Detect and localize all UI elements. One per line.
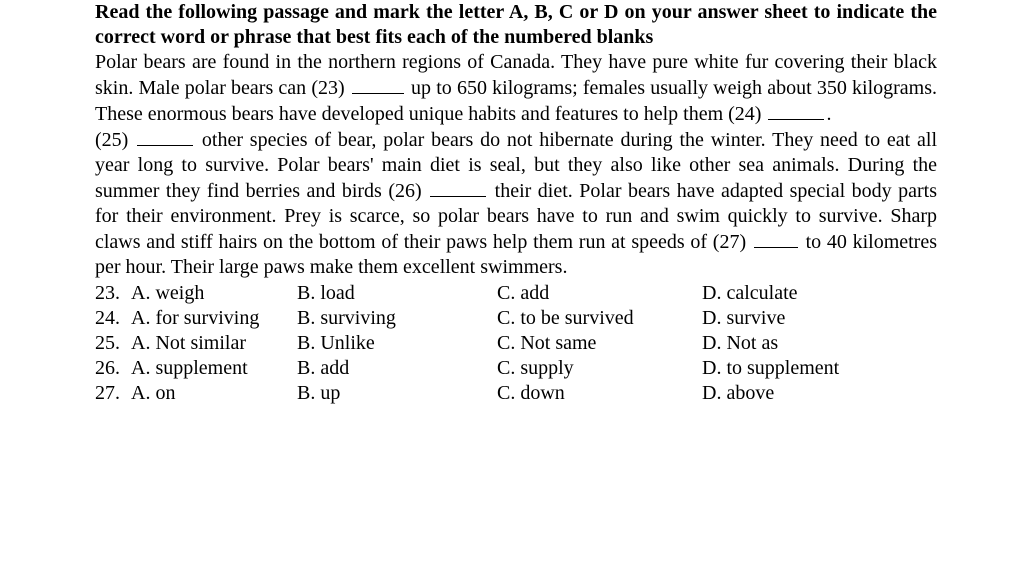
- option-d[interactable]: D. above: [702, 382, 775, 404]
- option-b[interactable]: B. up: [297, 382, 341, 404]
- option-a[interactable]: A. on: [131, 382, 176, 404]
- option-c[interactable]: C. to be survived: [497, 307, 634, 329]
- question-number: 23.: [95, 282, 120, 304]
- blank-24[interactable]: [768, 101, 824, 120]
- option-b[interactable]: B. add: [297, 357, 350, 379]
- option-c[interactable]: C. down: [497, 382, 565, 404]
- option-c[interactable]: C. Not same: [497, 332, 597, 354]
- option-a[interactable]: A. for surviving: [131, 307, 260, 329]
- passage-text: to 40 kilometres per hour. Their large paws make them excellent swimmers.: [95, 231, 938, 278]
- option-a[interactable]: A. supplement: [131, 357, 248, 379]
- question-number: 27.: [95, 382, 120, 404]
- question-row-26: [95, 356, 937, 381]
- option-d[interactable]: D. survive: [702, 307, 786, 329]
- blank-number-23: (23): [311, 77, 345, 99]
- option-b[interactable]: B. surviving: [297, 307, 396, 329]
- passage-text: other species of bear, polar bears do not hibernate during the winter. They need to eat all year long to survive. Polar bears' main diet is seal, but they also like other sea animals. During the summer they find berries and birds: [95, 129, 937, 202]
- passage-paragraph-1: [95, 50, 937, 127]
- answer-options: [95, 281, 937, 406]
- option-a[interactable]: A. weigh: [131, 282, 205, 304]
- passage-text: Polar bears are found in the northern regions of Canada. They have pure white fur covering their black skin. Male polar bears can: [95, 51, 937, 99]
- blank-number-25: (25): [95, 129, 129, 151]
- question-number: 26.: [95, 357, 120, 379]
- blank-25[interactable]: [137, 127, 193, 146]
- option-d[interactable]: D. Not as: [702, 332, 779, 354]
- question-row-25: [95, 331, 937, 356]
- option-b[interactable]: B. load: [297, 282, 355, 304]
- option-a[interactable]: A. Not similar: [131, 332, 246, 354]
- option-c[interactable]: C. supply: [497, 357, 574, 379]
- passage-paragraph-2: [95, 127, 937, 280]
- blank-26[interactable]: [430, 178, 486, 197]
- question-row-24: [95, 306, 937, 331]
- passage-text: their diet. Polar bears have adapted special body parts for their environment. Prey is scarce, so polar bears have to run and swim quickly to survive. Sharp claws and stiff hairs on the bottom of their paws help them run at speeds of: [95, 180, 938, 253]
- option-c[interactable]: C. add: [497, 282, 550, 304]
- blank-number-24: (24): [728, 103, 762, 125]
- blank-27[interactable]: [754, 229, 798, 248]
- question-number: 25.: [95, 332, 120, 354]
- exercise-page: [95, 0, 937, 406]
- question-row-23: [95, 281, 937, 306]
- passage-text: up to 650 kilograms; females usually weigh about 350 kilograms. These enormous bears have developed unique habits and features to help them: [95, 77, 937, 125]
- blank-number-27: (27): [712, 231, 747, 253]
- question-number: 24.: [95, 307, 120, 329]
- instruction-heading: Read the following passage and mark the letter A, B, C or D on your answer sheet to indicate the correct word or phrase that best fits each of the numbered blanks: [95, 1, 937, 48]
- option-d[interactable]: D. calculate: [702, 282, 798, 304]
- option-d[interactable]: D. to supplement: [702, 357, 840, 379]
- option-b[interactable]: B. Unlike: [297, 332, 375, 354]
- passage-text: .: [826, 103, 832, 125]
- blank-number-26: (26): [388, 180, 422, 202]
- question-row-27: [95, 381, 937, 406]
- blank-23[interactable]: [352, 75, 404, 94]
